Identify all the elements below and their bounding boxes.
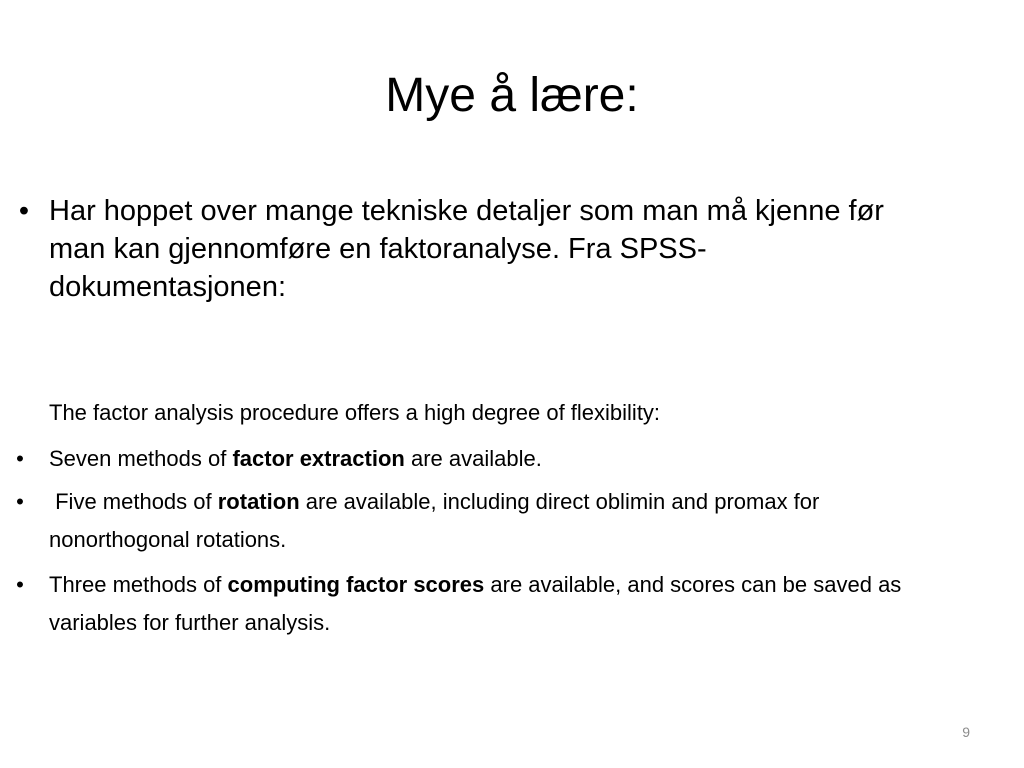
text-after: are available, and scores can be saved as variables for further analysis.: [49, 572, 902, 635]
text-after: are available, including direct oblimin and promax for nonorthogonal rotations.: [49, 489, 820, 552]
quote-intro: The factor analysis procedure offers a high degree of flexibility:: [49, 400, 661, 425]
text-after: are available.: [404, 446, 542, 471]
page-number: 9: [962, 724, 970, 740]
text-before: Seven methods of: [49, 446, 233, 471]
bold-term: rotation: [217, 489, 300, 514]
bold-term: factor extraction: [232, 446, 405, 471]
main-bullet-text: Har hoppet over mange tekniske detaljer som man må kjenne før man kan gjennomføre en faktoranalyse. Fra SPSS-dokumentasjonen:: [49, 195, 884, 303]
list-item-text: [49, 483, 929, 559]
bullet-marker: •: [18, 195, 30, 227]
list-item-text: [49, 566, 929, 642]
bullet-marker: •: [16, 489, 24, 514]
text-before: Five methods of: [49, 489, 218, 514]
text-before: Three methods of: [49, 572, 228, 597]
bullet-marker: •: [16, 446, 24, 471]
bullet-marker: •: [16, 572, 24, 597]
bold-term: computing factor scores: [227, 572, 485, 597]
list-item-text: [49, 440, 929, 478]
slide-title: Mye å lære:: [385, 69, 639, 122]
